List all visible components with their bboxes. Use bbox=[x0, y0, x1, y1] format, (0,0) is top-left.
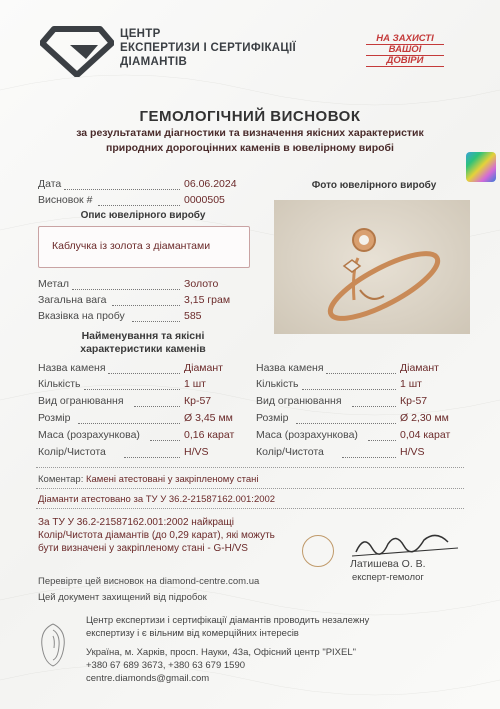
stone-1-cut: Кр-57 bbox=[184, 395, 212, 407]
weight-row: Загальна вага bbox=[38, 294, 107, 306]
stone-2-count: 1 шт bbox=[400, 378, 422, 390]
hallmark-row: Вказівка на пробу bbox=[38, 310, 125, 322]
stone-1-count: 1 шт bbox=[184, 378, 206, 390]
comment-row: Коментар: Камені атестовані у закріпленому стані bbox=[38, 474, 259, 485]
standard-note: Діаманти атестовано за ТУ У 36.2-21587162.001:2002 bbox=[38, 494, 276, 505]
signature-icon bbox=[350, 528, 460, 560]
stone-field-label: Кількість bbox=[256, 378, 299, 390]
stone-field-label: Маса (розрахункова) bbox=[38, 429, 140, 441]
stone-field-label: Назва каменя bbox=[256, 362, 324, 374]
stone-2-cut: Кр-57 bbox=[400, 395, 428, 407]
stone-2-color-clarity: H/VS bbox=[400, 446, 425, 458]
stone-1-color-clarity: H/VS bbox=[184, 446, 209, 458]
ring-icon bbox=[274, 200, 470, 334]
grading-note: За ТУ У 36.2-21587162.001:2002 найкращі Колір/Чистота діамантів (до 0,29 карат), які можуть бути визначені у закріпленому стані - G-H/VS bbox=[38, 517, 275, 554]
stone-field-label: Назва каменя bbox=[38, 362, 106, 374]
signer-role: експерт-гемолог bbox=[352, 572, 424, 583]
report-number-row: Висновок # bbox=[38, 194, 93, 206]
stone-field-label: Вид огранювання bbox=[38, 395, 124, 407]
stone-field-label: Розмір bbox=[38, 412, 71, 424]
description-text: Каблучка із золота з діамантами bbox=[52, 240, 211, 252]
report-number-value: 0000505 bbox=[184, 194, 225, 206]
signer-name: Латишева О. В. bbox=[350, 558, 426, 570]
stone-1-size: Ø 3,45 мм bbox=[184, 412, 233, 424]
fingerprint-icon bbox=[38, 620, 68, 670]
diamond-logo-icon bbox=[40, 25, 114, 77]
jewelry-photo bbox=[274, 200, 470, 334]
hologram-icon bbox=[466, 152, 496, 182]
verify-text: Перевірте цей висновок на diamond-centre.com.ua bbox=[38, 576, 260, 587]
metal-row: Метал bbox=[38, 278, 70, 290]
organization-name: ЦЕНТР ЕКСПЕРТИЗИ І СЕРТИФІКАЦІЇ ДІАМАНТІВ bbox=[120, 28, 297, 68]
document-subtitle: за результатами діагностики та визначення якісних характеристик природних дорогоцінних каменів в ювелірному виробі bbox=[76, 127, 424, 154]
stone-field-label: Кількість bbox=[38, 378, 81, 390]
stone-1-name: Діамант bbox=[184, 362, 223, 374]
stone-field-label: Розмір bbox=[256, 412, 289, 424]
contact-block: Україна, м. Харків, просп. Науки, 43а, Офісний центр "PIXEL" +380 67 689 3673, +380 63 679 1590 centre.diamonds@gmail.com bbox=[86, 647, 357, 684]
photo-label: Фото ювелірного виробу bbox=[311, 180, 437, 191]
trust-stamp: НА ЗАХИСТІ ВАШОЇ ДОВІРИ bbox=[366, 34, 444, 67]
stone-2-size: Ø 2,30 мм bbox=[400, 412, 449, 424]
stone-2-mass: 0,04 карат bbox=[400, 429, 451, 441]
independence-statement: Центр експертизи і сертифікації діамантів проводить незалежну експертизу і є вільним від комерційних інтересів bbox=[86, 615, 370, 639]
document-title: ГЕМОЛОГІЧНИЙ ВИСНОВОК bbox=[139, 108, 361, 125]
stone-field-label: Маса (розрахункова) bbox=[256, 429, 358, 441]
stone-field-label: Колір/Чистота bbox=[256, 446, 324, 458]
stone-1-mass: 0,16 карат bbox=[184, 429, 235, 441]
protection-text: Цей документ захищений від підробок bbox=[38, 592, 207, 603]
stone-field-label: Вид огранювання bbox=[256, 395, 342, 407]
description-header: Опис ювелірного виробу bbox=[80, 210, 206, 221]
stone-field-label: Колір/Чистота bbox=[38, 446, 106, 458]
hallmark-value: 585 bbox=[184, 310, 202, 322]
metal-value: Золото bbox=[184, 278, 219, 290]
date-row: Дата bbox=[38, 178, 62, 190]
stones-header: Найменування та якісні характеристики каменів bbox=[80, 330, 206, 355]
date-value: 06.06.2024 bbox=[184, 178, 237, 190]
seal-icon bbox=[302, 535, 334, 567]
stone-2-name: Діамант bbox=[400, 362, 439, 374]
weight-value: 3,15 грам bbox=[184, 294, 231, 306]
